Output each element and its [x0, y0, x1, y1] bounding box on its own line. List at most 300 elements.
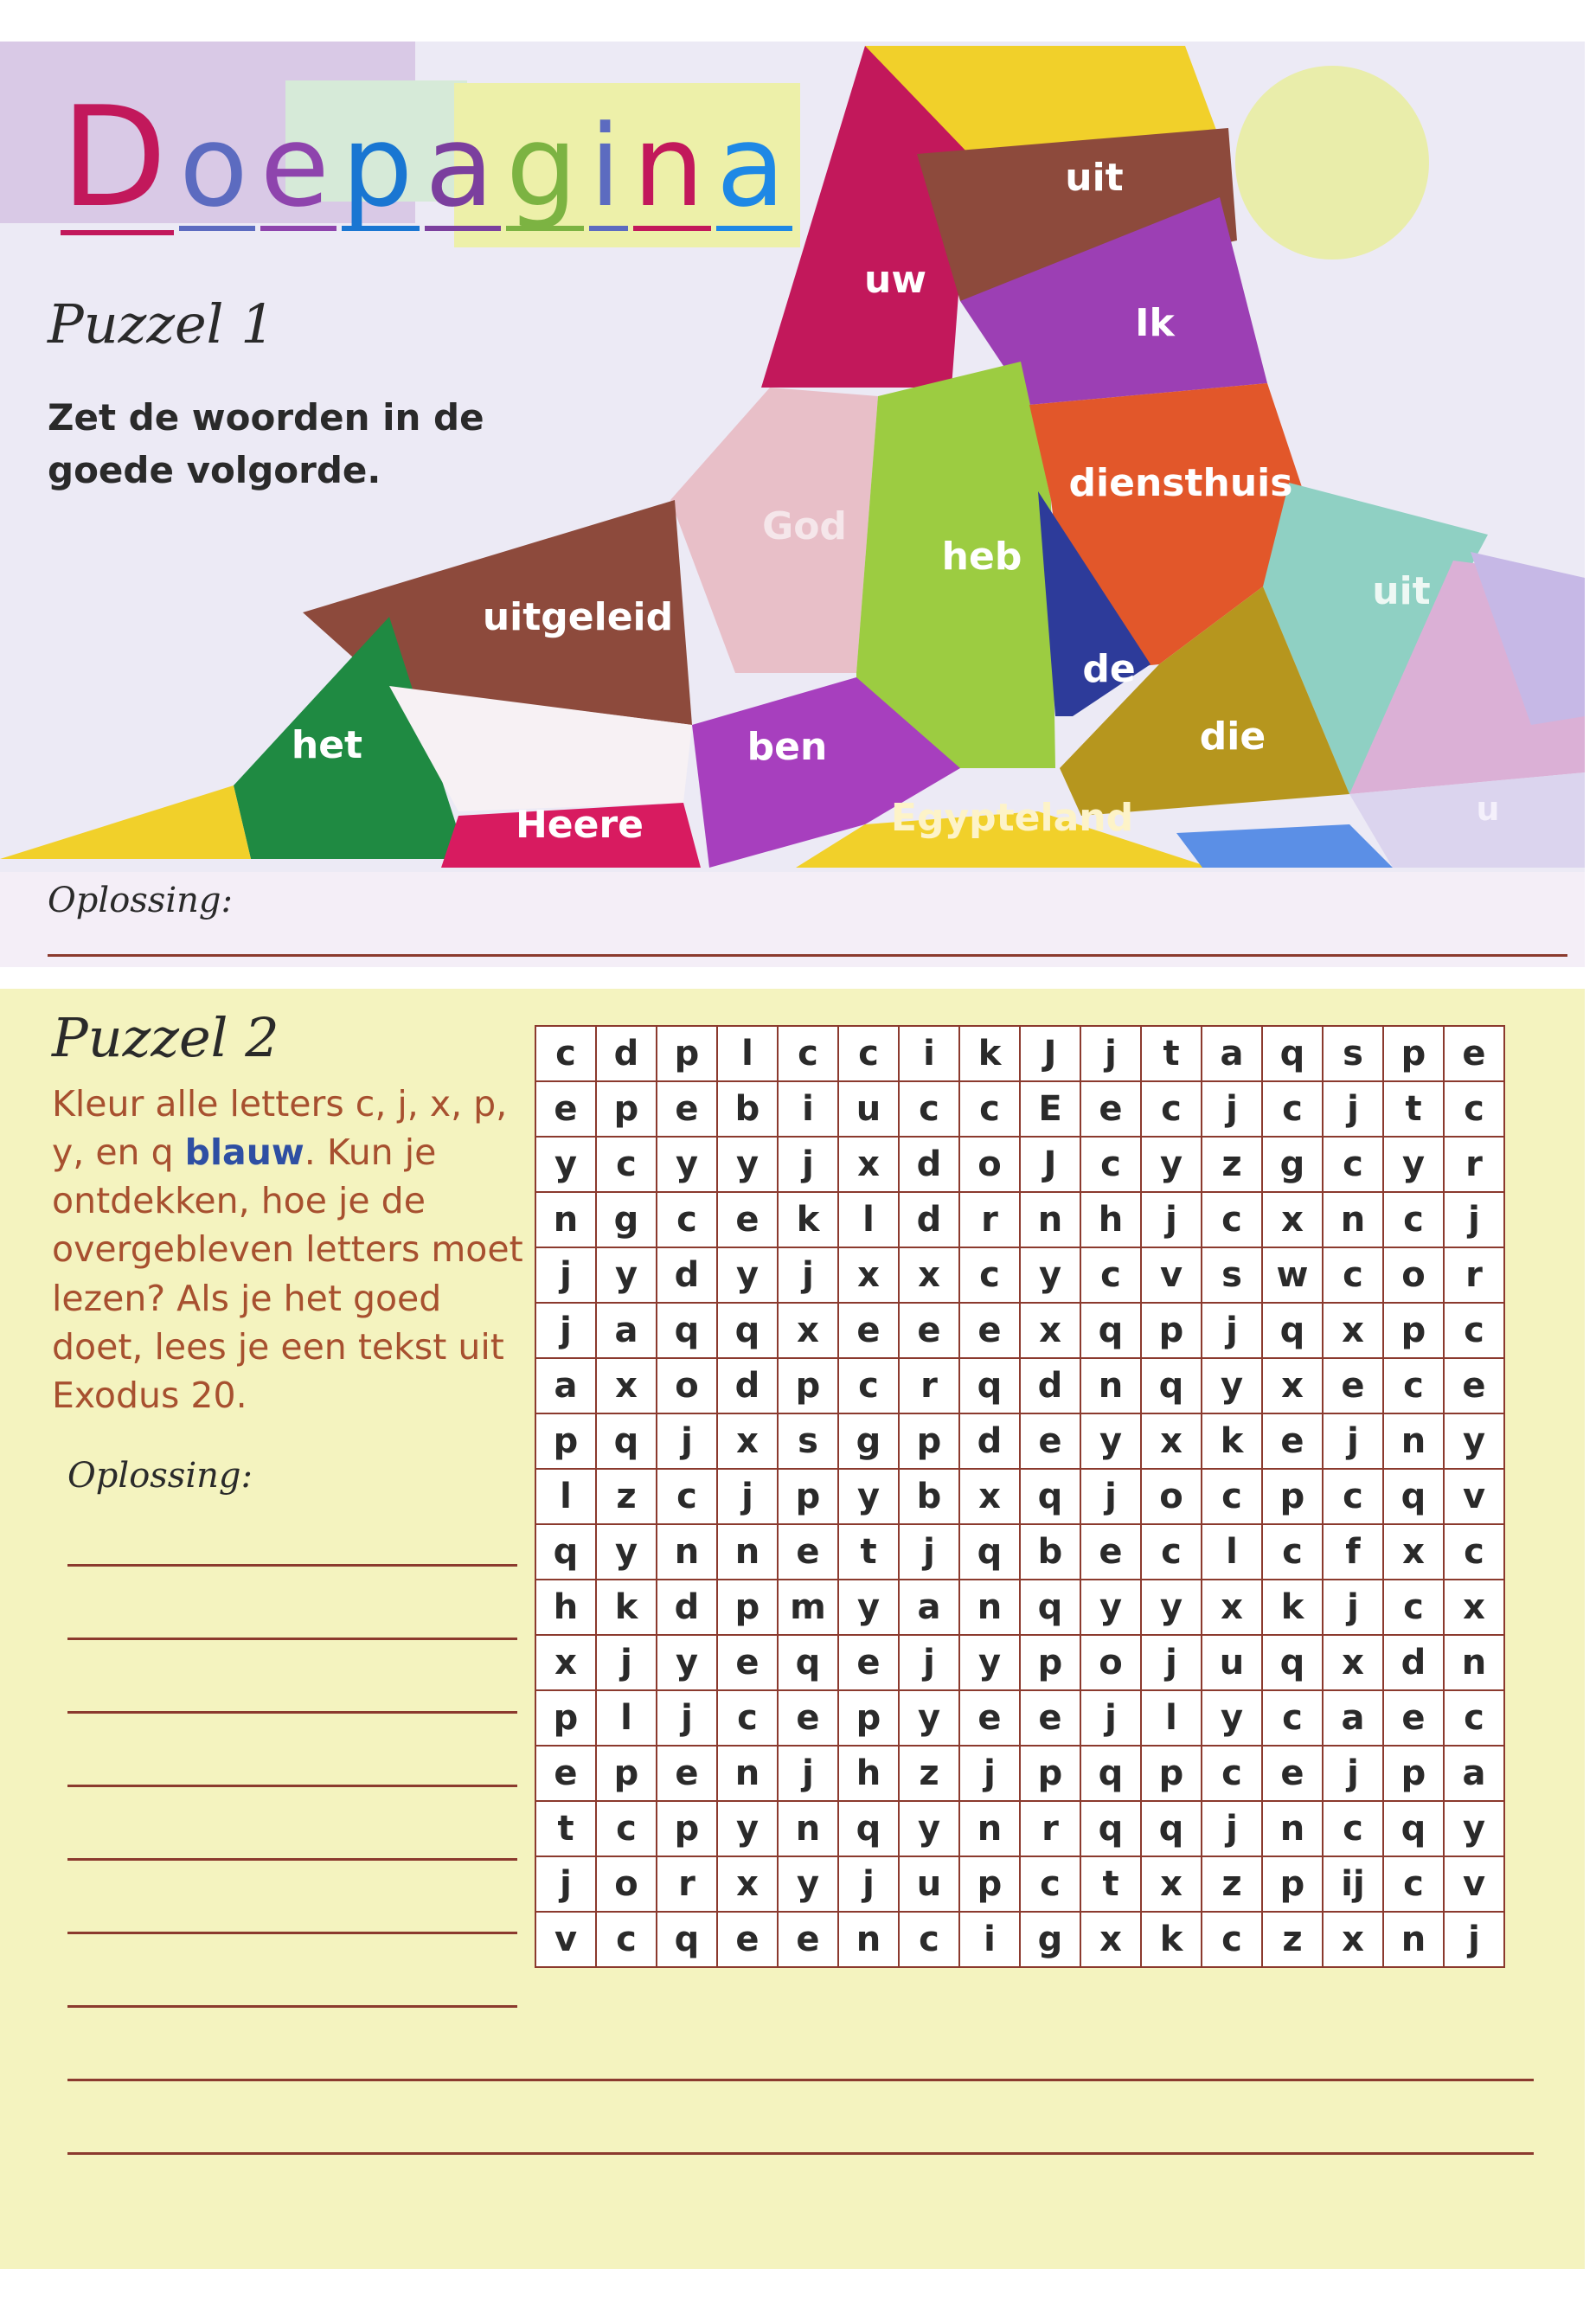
grid-cell[interactable]: j — [1444, 1912, 1504, 1967]
mosaic-word: de — [1082, 647, 1136, 691]
grid-cell[interactable]: x — [838, 1137, 899, 1192]
grid-cell[interactable]: k — [1262, 1580, 1323, 1635]
grid-cell[interactable]: y — [1202, 1358, 1262, 1413]
grid-cell[interactable]: c — [1141, 1081, 1202, 1137]
title-letter: D — [61, 76, 175, 238]
grid-cell[interactable]: n — [657, 1524, 717, 1580]
grid-cell[interactable]: q — [717, 1303, 778, 1358]
grid-cell[interactable]: a — [535, 1358, 596, 1413]
grid-cell[interactable]: p — [959, 1856, 1020, 1912]
grid-cell[interactable]: n — [717, 1746, 778, 1801]
grid-cell[interactable]: l — [596, 1690, 657, 1746]
grid-cell[interactable]: y — [596, 1247, 657, 1303]
grid-cell[interactable]: i — [899, 1026, 959, 1081]
grid-cell[interactable]: g — [1262, 1137, 1323, 1192]
grid-cell[interactable]: j — [1323, 1746, 1383, 1801]
grid-cell[interactable]: j — [838, 1856, 899, 1912]
grid-cell[interactable]: c — [1202, 1469, 1262, 1524]
grid-cell[interactable]: c — [1444, 1303, 1504, 1358]
grid-cell[interactable]: y — [838, 1580, 899, 1635]
grid-cell[interactable]: u — [1202, 1635, 1262, 1690]
grid-cell[interactable]: c — [1202, 1192, 1262, 1247]
grid-cell[interactable]: j — [959, 1746, 1020, 1801]
grid-cell[interactable]: J — [1020, 1026, 1080, 1081]
grid-cell[interactable]: n — [838, 1912, 899, 1967]
grid-cell[interactable]: y — [657, 1137, 717, 1192]
grid-cell[interactable]: p — [1383, 1746, 1444, 1801]
grid-cell[interactable]: n — [1444, 1635, 1504, 1690]
grid-cell[interactable]: p — [596, 1081, 657, 1137]
grid-cell[interactable]: j — [1323, 1580, 1383, 1635]
grid-cell[interactable]: x — [899, 1247, 959, 1303]
grid-cell[interactable]: e — [1262, 1746, 1323, 1801]
grid-cell[interactable]: t — [1141, 1026, 1202, 1081]
grid-cell[interactable]: p — [1141, 1746, 1202, 1801]
grid-cell[interactable]: q — [1080, 1746, 1141, 1801]
grid-cell[interactable]: e — [838, 1635, 899, 1690]
grid-cell[interactable]: g — [838, 1413, 899, 1469]
grid-cell[interactable]: v — [1444, 1856, 1504, 1912]
grid-cell[interactable]: l — [838, 1192, 899, 1247]
grid-cell[interactable]: i — [959, 1912, 1020, 1967]
grid-cell[interactable]: y — [596, 1524, 657, 1580]
grid-cell[interactable]: c — [959, 1081, 1020, 1137]
grid-cell[interactable]: p — [1020, 1635, 1080, 1690]
answer-line[interactable] — [67, 1711, 517, 1714]
grid-cell[interactable]: j — [1141, 1192, 1202, 1247]
grid-cell[interactable]: e — [778, 1912, 838, 1967]
grid-cell[interactable]: z — [1202, 1137, 1262, 1192]
grid-cell[interactable]: n — [959, 1580, 1020, 1635]
grid-cell[interactable]: o — [657, 1358, 717, 1413]
grid-cell[interactable]: o — [1383, 1247, 1444, 1303]
grid-cell[interactable]: e — [1080, 1081, 1141, 1137]
answer-line[interactable] — [67, 1858, 517, 1861]
grid-cell[interactable]: j — [1202, 1303, 1262, 1358]
grid-cell[interactable]: n — [959, 1801, 1020, 1856]
grid-cell[interactable]: y — [717, 1137, 778, 1192]
grid-cell[interactable]: j — [717, 1469, 778, 1524]
grid-cell[interactable]: s — [1323, 1026, 1383, 1081]
grid-cell[interactable]: x — [1262, 1192, 1323, 1247]
grid-cell[interactable]: q — [778, 1635, 838, 1690]
grid-cell[interactable]: q — [1383, 1469, 1444, 1524]
grid-cell[interactable]: J — [1020, 1137, 1080, 1192]
grid-row — [535, 1856, 1504, 1912]
puzzle1-answer-line[interactable] — [48, 954, 1567, 957]
grid-cell[interactable]: k — [596, 1580, 657, 1635]
grid-cell[interactable]: c — [1383, 1192, 1444, 1247]
grid-cell[interactable]: q — [1141, 1358, 1202, 1413]
grid-cell[interactable]: x — [1444, 1580, 1504, 1635]
grid-cell[interactable]: q — [959, 1358, 1020, 1413]
grid-cell[interactable]: a — [1202, 1026, 1262, 1081]
grid-cell[interactable]: q — [1141, 1801, 1202, 1856]
grid-cell[interactable]: c — [596, 1912, 657, 1967]
grid-cell[interactable]: d — [1020, 1358, 1080, 1413]
grid-cell[interactable]: j — [1323, 1413, 1383, 1469]
grid-cell[interactable]: a — [899, 1580, 959, 1635]
grid-cell[interactable]: x — [1141, 1413, 1202, 1469]
grid-cell[interactable]: y — [717, 1247, 778, 1303]
grid-cell[interactable]: e — [717, 1192, 778, 1247]
grid-cell[interactable]: r — [1444, 1247, 1504, 1303]
grid-cell[interactable]: n — [1020, 1192, 1080, 1247]
grid-cell[interactable]: p — [899, 1413, 959, 1469]
grid-cell[interactable]: n — [717, 1524, 778, 1580]
grid-cell[interactable]: y — [1080, 1580, 1141, 1635]
grid-cell[interactable]: t — [535, 1801, 596, 1856]
grid-cell[interactable]: y — [717, 1801, 778, 1856]
grid-cell[interactable]: d — [596, 1026, 657, 1081]
grid-cell[interactable]: c — [1080, 1137, 1141, 1192]
grid-cell[interactable]: c — [838, 1358, 899, 1413]
grid-cell[interactable]: t — [838, 1524, 899, 1580]
grid-cell[interactable]: k — [1141, 1912, 1202, 1967]
grid-cell[interactable]: t — [1080, 1856, 1141, 1912]
answer-line[interactable] — [67, 1932, 517, 1934]
grid-cell[interactable]: p — [657, 1026, 717, 1081]
grid-cell[interactable]: c — [1444, 1524, 1504, 1580]
grid-cell[interactable]: y — [1141, 1137, 1202, 1192]
grid-cell[interactable]: j — [778, 1746, 838, 1801]
grid-cell[interactable]: u — [899, 1856, 959, 1912]
grid-cell[interactable]: v — [1141, 1247, 1202, 1303]
grid-cell[interactable]: c — [1383, 1856, 1444, 1912]
grid-cell[interactable]: j — [899, 1524, 959, 1580]
grid-cell[interactable]: o — [1080, 1635, 1141, 1690]
grid-cell[interactable]: y — [1444, 1413, 1504, 1469]
grid-cell[interactable]: x — [1020, 1303, 1080, 1358]
grid-cell[interactable]: j — [1202, 1081, 1262, 1137]
grid-cell[interactable]: y — [959, 1635, 1020, 1690]
grid-cell[interactable]: e — [838, 1303, 899, 1358]
grid-cell[interactable]: o — [1141, 1469, 1202, 1524]
grid-cell[interactable]: c — [1383, 1358, 1444, 1413]
grid-cell[interactable]: x — [1080, 1912, 1141, 1967]
grid-cell[interactable]: p — [1383, 1303, 1444, 1358]
grid-cell[interactable]: c — [899, 1912, 959, 1967]
grid-cell[interactable]: i — [778, 1081, 838, 1137]
grid-cell[interactable]: e — [778, 1524, 838, 1580]
grid-cell[interactable]: x — [838, 1247, 899, 1303]
grid-row — [535, 1247, 1504, 1303]
grid-cell[interactable]: q — [596, 1413, 657, 1469]
grid-cell[interactable]: x — [535, 1635, 596, 1690]
grid-cell[interactable]: q — [1262, 1303, 1323, 1358]
grid-cell[interactable]: ij — [1323, 1856, 1383, 1912]
grid-cell[interactable]: p — [838, 1690, 899, 1746]
grid-cell[interactable]: e — [1323, 1358, 1383, 1413]
grid-cell[interactable]: h — [1080, 1192, 1141, 1247]
grid-cell[interactable]: q — [1020, 1580, 1080, 1635]
grid-cell[interactable]: b — [717, 1081, 778, 1137]
grid-cell[interactable]: c — [1262, 1524, 1323, 1580]
grid-cell[interactable]: q — [838, 1801, 899, 1856]
grid-cell[interactable]: y — [535, 1137, 596, 1192]
grid-cell[interactable]: e — [778, 1690, 838, 1746]
grid-cell[interactable]: e — [1444, 1358, 1504, 1413]
grid-cell[interactable]: j — [535, 1856, 596, 1912]
grid-cell[interactable]: n — [1080, 1358, 1141, 1413]
grid-cell[interactable]: x — [1202, 1580, 1262, 1635]
grid-cell[interactable]: n — [1323, 1192, 1383, 1247]
instruction-highlight: blauw — [184, 1131, 304, 1174]
grid-cell[interactable]: h — [838, 1746, 899, 1801]
grid-row — [535, 1413, 1504, 1469]
answer-line[interactable] — [67, 1638, 517, 1640]
grid-cell[interactable]: l — [1141, 1690, 1202, 1746]
grid-cell[interactable]: w — [1262, 1247, 1323, 1303]
grid-cell[interactable]: c — [1202, 1912, 1262, 1967]
grid-cell[interactable]: b — [1020, 1524, 1080, 1580]
puzzle1-solution-area — [0, 872, 1585, 967]
grid-cell[interactable]: q — [535, 1524, 596, 1580]
grid-cell[interactable]: c — [717, 1690, 778, 1746]
grid-cell[interactable]: j — [1323, 1081, 1383, 1137]
grid-cell[interactable]: p — [1262, 1469, 1323, 1524]
grid-cell[interactable]: y — [899, 1801, 959, 1856]
title-letter: n — [632, 100, 711, 232]
grid-cell[interactable]: c — [1323, 1247, 1383, 1303]
puzzle1-instruction: Zet de woorden in de goede volgorde. — [48, 396, 484, 491]
grid-cell[interactable]: p — [1020, 1746, 1080, 1801]
grid-cell[interactable]: q — [1262, 1635, 1323, 1690]
grid-cell[interactable]: q — [1262, 1026, 1323, 1081]
grid-cell[interactable]: h — [535, 1580, 596, 1635]
grid-cell[interactable]: e — [1080, 1524, 1141, 1580]
grid-cell[interactable]: r — [899, 1358, 959, 1413]
grid-cell[interactable]: d — [657, 1580, 717, 1635]
grid-cell[interactable]: e — [959, 1303, 1020, 1358]
grid-cell[interactable]: t — [1383, 1081, 1444, 1137]
grid-cell[interactable]: e — [899, 1303, 959, 1358]
grid-cell[interactable]: n — [778, 1801, 838, 1856]
grid-cell[interactable]: q — [959, 1524, 1020, 1580]
grid-cell[interactable]: g — [1020, 1912, 1080, 1967]
answer-line[interactable] — [67, 1564, 517, 1567]
grid-cell[interactable]: p — [535, 1690, 596, 1746]
grid-cell[interactable]: q — [1020, 1469, 1080, 1524]
grid-cell[interactable]: k — [1202, 1413, 1262, 1469]
grid-cell[interactable]: a — [1444, 1746, 1504, 1801]
grid-cell[interactable]: c — [1383, 1580, 1444, 1635]
grid-cell[interactable]: x — [1262, 1358, 1323, 1413]
grid-cell[interactable]: e — [717, 1912, 778, 1967]
grid-cell[interactable]: e — [657, 1746, 717, 1801]
grid-cell[interactable]: e — [535, 1081, 596, 1137]
grid-cell[interactable]: l — [535, 1469, 596, 1524]
grid-cell[interactable]: c — [657, 1469, 717, 1524]
grid-cell[interactable]: x — [1383, 1524, 1444, 1580]
grid-cell[interactable]: c — [1202, 1746, 1262, 1801]
grid-cell[interactable]: p — [717, 1580, 778, 1635]
grid-cell[interactable]: x — [1323, 1303, 1383, 1358]
grid-cell[interactable]: s — [778, 1413, 838, 1469]
grid-cell[interactable]: x — [717, 1856, 778, 1912]
grid-cell[interactable]: y — [1141, 1580, 1202, 1635]
grid-cell[interactable]: d — [899, 1137, 959, 1192]
grid-cell[interactable]: p — [657, 1801, 717, 1856]
grid-cell[interactable]: c — [1262, 1690, 1323, 1746]
grid-cell[interactable]: d — [657, 1247, 717, 1303]
grid-cell[interactable]: c — [1444, 1081, 1504, 1137]
grid-cell[interactable]: j — [1202, 1801, 1262, 1856]
grid-cell[interactable]: c — [1080, 1247, 1141, 1303]
grid-cell[interactable]: e — [717, 1635, 778, 1690]
grid-cell[interactable]: y — [1020, 1247, 1080, 1303]
grid-cell[interactable]: k — [959, 1026, 1020, 1081]
grid-cell[interactable]: x — [1141, 1856, 1202, 1912]
grid-cell[interactable]: c — [1323, 1801, 1383, 1856]
grid-cell[interactable]: c — [838, 1026, 899, 1081]
grid-cell[interactable]: s — [1202, 1247, 1262, 1303]
grid-cell[interactable]: e — [657, 1081, 717, 1137]
grid-cell[interactable]: c — [959, 1247, 1020, 1303]
grid-cell[interactable]: k — [778, 1192, 838, 1247]
grid-cell[interactable]: e — [1020, 1690, 1080, 1746]
grid-cell[interactable]: p — [778, 1358, 838, 1413]
grid-cell[interactable]: y — [1080, 1413, 1141, 1469]
grid-cell[interactable]: q — [657, 1912, 717, 1967]
grid-cell[interactable]: x — [959, 1469, 1020, 1524]
grid-cell[interactable]: a — [596, 1303, 657, 1358]
grid-cell[interactable]: y — [838, 1469, 899, 1524]
answer-line[interactable] — [67, 2152, 1534, 2155]
grid-cell[interactable]: d — [959, 1413, 1020, 1469]
grid-cell[interactable]: c — [657, 1192, 717, 1247]
grid-cell[interactable]: d — [717, 1358, 778, 1413]
grid-cell[interactable]: j — [1080, 1469, 1141, 1524]
grid-cell[interactable]: j — [535, 1247, 596, 1303]
grid-cell[interactable]: x — [1323, 1912, 1383, 1967]
grid-cell[interactable]: y — [1202, 1690, 1262, 1746]
grid-cell[interactable]: c — [1262, 1081, 1323, 1137]
grid-cell[interactable]: r — [657, 1856, 717, 1912]
grid-cell[interactable]: r — [959, 1192, 1020, 1247]
grid-cell[interactable]: e — [959, 1690, 1020, 1746]
grid-cell[interactable]: x — [717, 1413, 778, 1469]
grid-cell[interactable]: E — [1020, 1081, 1080, 1137]
grid-cell[interactable]: q — [1383, 1801, 1444, 1856]
grid-cell[interactable]: p — [1141, 1303, 1202, 1358]
grid-cell[interactable]: j — [657, 1690, 717, 1746]
grid-cell[interactable]: j — [535, 1303, 596, 1358]
grid-cell[interactable]: z — [899, 1746, 959, 1801]
grid-cell[interactable]: o — [959, 1137, 1020, 1192]
grid-cell[interactable]: n — [535, 1192, 596, 1247]
grid-cell[interactable]: y — [899, 1690, 959, 1746]
grid-cell[interactable]: c — [1444, 1690, 1504, 1746]
grid-cell[interactable]: p — [778, 1469, 838, 1524]
grid-cell[interactable]: p — [1383, 1026, 1444, 1081]
grid-cell[interactable]: o — [596, 1856, 657, 1912]
grid-cell[interactable]: n — [1383, 1413, 1444, 1469]
grid-cell[interactable]: m — [778, 1580, 838, 1635]
page — [0, 42, 1585, 2256]
grid-cell[interactable]: c — [596, 1801, 657, 1856]
grid-cell[interactable]: e — [1383, 1690, 1444, 1746]
grid-cell[interactable]: n — [1262, 1801, 1323, 1856]
grid-cell[interactable]: f — [1323, 1524, 1383, 1580]
grid-cell[interactable]: r — [1020, 1801, 1080, 1856]
grid-cell[interactable]: y — [657, 1635, 717, 1690]
grid-cell[interactable]: p — [596, 1746, 657, 1801]
grid-cell[interactable]: e — [1262, 1413, 1323, 1469]
grid-cell[interactable]: y — [1383, 1137, 1444, 1192]
grid-cell[interactable]: j — [1080, 1690, 1141, 1746]
grid-cell[interactable]: y — [778, 1856, 838, 1912]
grid-cell[interactable]: x — [596, 1358, 657, 1413]
grid-cell[interactable]: g — [596, 1192, 657, 1247]
grid-cell[interactable]: a — [1323, 1690, 1383, 1746]
answer-line[interactable] — [67, 2005, 517, 2008]
grid-cell[interactable]: l — [717, 1026, 778, 1081]
puzzle2-solution-label: Oplossing: — [67, 1456, 253, 1496]
grid-cell[interactable]: l — [1202, 1524, 1262, 1580]
grid-cell[interactable]: x — [778, 1303, 838, 1358]
grid-cell[interactable]: q — [657, 1303, 717, 1358]
grid-cell[interactable]: u — [838, 1081, 899, 1137]
grid-cell[interactable]: n — [1383, 1912, 1444, 1967]
grid-cell[interactable]: d — [899, 1192, 959, 1247]
answer-line[interactable] — [67, 1785, 517, 1787]
grid-cell[interactable]: v — [535, 1912, 596, 1967]
grid-cell[interactable]: z — [596, 1469, 657, 1524]
grid-cell[interactable]: v — [1444, 1469, 1504, 1524]
mosaic-word: uit — [1372, 569, 1431, 613]
grid-cell[interactable]: z — [1202, 1856, 1262, 1912]
grid-row — [535, 1303, 1504, 1358]
grid-cell[interactable]: j — [596, 1635, 657, 1690]
grid-cell[interactable]: p — [535, 1413, 596, 1469]
grid-cell[interactable]: c — [899, 1081, 959, 1137]
grid-cell[interactable]: y — [1444, 1801, 1504, 1856]
grid-cell[interactable]: j — [1141, 1635, 1202, 1690]
grid-cell[interactable]: b — [899, 1469, 959, 1524]
grid-cell[interactable]: j — [1080, 1026, 1141, 1081]
answer-line[interactable] — [67, 2079, 1534, 2081]
grid-cell[interactable]: c — [1323, 1137, 1383, 1192]
grid-cell[interactable]: p — [1262, 1856, 1323, 1912]
grid-cell[interactable]: z — [1262, 1912, 1323, 1967]
mosaic-word: diensthuis — [1068, 461, 1293, 505]
grid-cell[interactable]: x — [1323, 1635, 1383, 1690]
grid-cell[interactable]: j — [657, 1413, 717, 1469]
grid-cell[interactable]: c — [1141, 1524, 1202, 1580]
grid-cell[interactable]: e — [1444, 1026, 1504, 1081]
grid-cell[interactable]: q — [1080, 1303, 1141, 1358]
grid-cell[interactable]: e — [535, 1746, 596, 1801]
grid-cell[interactable]: q — [1080, 1801, 1141, 1856]
mosaic-word: u — [1476, 790, 1500, 828]
grid-cell[interactable]: d — [1383, 1635, 1444, 1690]
grid-cell[interactable]: c — [596, 1137, 657, 1192]
grid-row — [535, 1746, 1504, 1801]
grid-cell[interactable]: c — [1323, 1469, 1383, 1524]
grid-cell[interactable]: c — [535, 1026, 596, 1081]
grid-cell[interactable]: c — [778, 1026, 838, 1081]
letter-grid — [535, 1025, 1505, 1968]
grid-cell[interactable]: e — [1020, 1413, 1080, 1469]
grid-cell[interactable]: j — [899, 1635, 959, 1690]
grid-cell[interactable]: j — [778, 1137, 838, 1192]
grid-cell[interactable]: c — [1020, 1856, 1080, 1912]
mosaic-word: ben — [747, 725, 828, 769]
grid-cell[interactable]: j — [1444, 1192, 1504, 1247]
grid-cell[interactable]: r — [1444, 1137, 1504, 1192]
grid-cell[interactable]: j — [778, 1247, 838, 1303]
